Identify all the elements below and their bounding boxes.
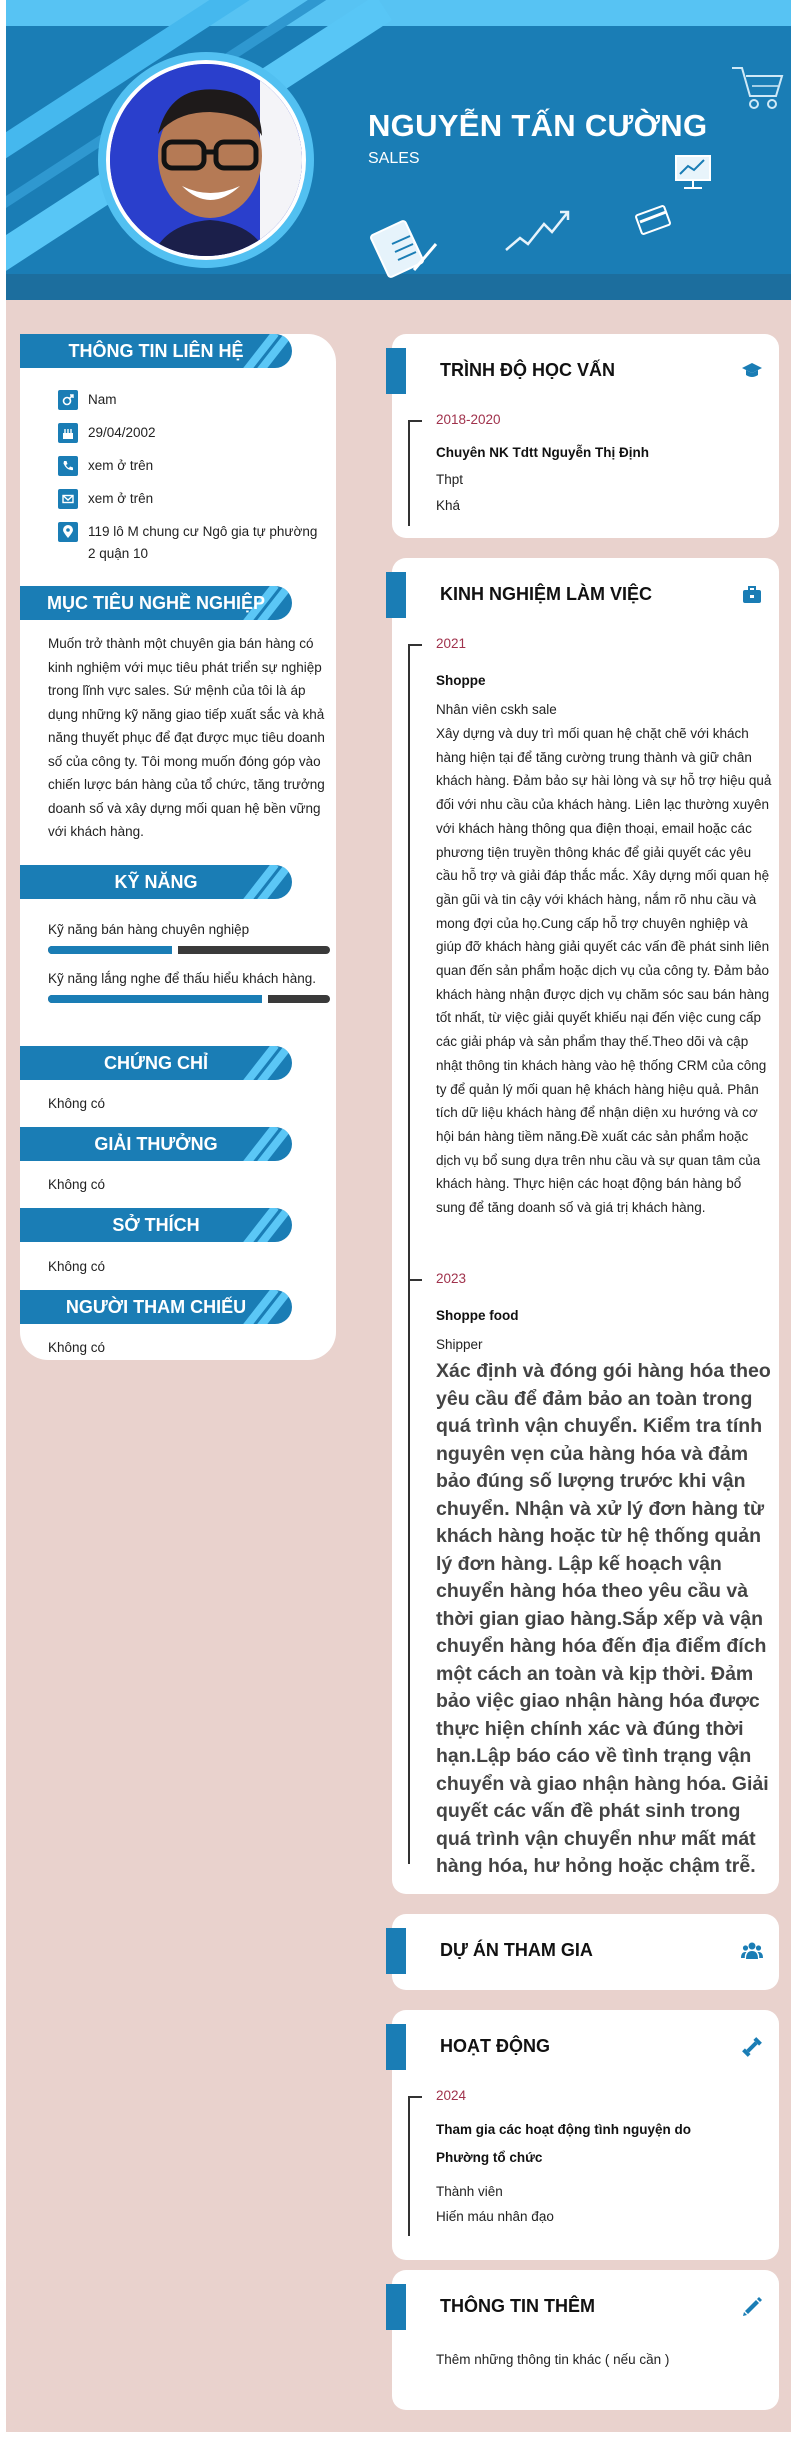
cv-document [6,0,791,2432]
contact-address: 119 lô M chung cư Ngô gia tự phường 2 quận 10 [58,522,328,565]
card-accent [386,2024,406,2070]
skill-bar-fill [48,995,268,1003]
extra-info-card [392,2270,779,2410]
skill-bar [48,995,330,1003]
clipboard-icon [370,214,442,280]
job-company: Shoppe [436,673,486,688]
certificates-section-title: CHỨNG CHỈ [20,1046,292,1080]
graduation-cap-icon [741,360,763,382]
candidate-name: NGUYỄN TẤN CƯỜNG [368,108,708,143]
references-text: Không có [48,1340,106,1355]
monitor-chart-icon [672,152,718,192]
timeline-line [408,644,410,1864]
certificates-text: Không có [48,1096,106,1111]
timeline-line [408,2096,410,2236]
people-icon [741,1940,763,1962]
education-grade: Khá [436,498,461,513]
job-date: 2023 [436,1271,467,1286]
contact-gender: Nam [58,390,117,411]
skill-label: Kỹ năng lắng nghe để thấu hiểu khách hàng. [48,971,316,986]
location-icon [58,522,78,542]
hobbies-text: Không có [48,1259,106,1274]
cake-icon [58,423,78,443]
job-position: Nhân viên cskh sale [436,702,557,717]
activity-role: Thành viên [436,2184,503,2199]
gender-icon [58,390,78,410]
extra-info-text: Thêm những thông tin khác ( nếu cần ) [436,2352,670,2367]
experience-card [392,558,779,1894]
pencil-icon [741,2296,763,2318]
avatar[interactable] [106,60,306,260]
skill-bar [48,946,330,954]
timeline-tick [408,644,422,646]
contact-phone[interactable]: xem ở trên [58,456,153,477]
objective-section-title: MỤC TIÊU NGHỀ NGHIỆP [20,586,292,620]
contact-birthday: 29/04/2002 [58,423,156,444]
cv-header [6,0,791,300]
briefcase-icon [741,584,763,606]
job-company: Shoppe food [436,1308,519,1323]
activity-organization: Tham gia các hoạt động tình nguyện do Phường tổ chức [436,2122,692,2165]
timeline-tick [408,420,422,422]
activity-detail: Hiến máu nhân đạo [436,2209,554,2224]
experience-title: KINH NGHIỆM LÀM VIỆC [440,584,653,604]
activities-card [392,2010,779,2260]
card-accent [386,1928,406,1974]
credit-card-icon [634,204,674,238]
awards-text: Không có [48,1177,106,1192]
avatar-portrait-icon [110,64,306,260]
skill-label: Kỹ năng bán hàng chuyên nghiệp [48,922,250,937]
email-icon [58,489,78,509]
education-card [392,334,779,538]
projects-card [392,1914,779,1990]
activities-title: HOẠT ĐỘNG [440,2036,550,2056]
awards-section-title: GIẢI THƯỞNG [20,1127,292,1161]
growth-chart-icon [504,206,578,256]
extra-info-title: THÔNG TIN THÊM [440,2296,595,2316]
contact-email[interactable]: xem ở trên [58,489,153,510]
objective-text: Muốn trở thành một chuyên gia bán hàng có kinh nghiệm với mục tiêu phát triển sự nghiệp trong lĩnh vực sales. Sứ mệnh của tôi là áp dụng những kỹ năng giao tiếp xuất sắc và khả năng thuyết phục để đạt được mục tiêu doanh số của công ty. Tôi mong muốn đóng góp vào chiến lược bán hàng của tổ chức, tăng trưởng doanh số và xây dựng mối quan hệ bền vững với khách hàng. [48,636,325,839]
header-top-band [6,0,791,26]
skills-section-title: KỸ NĂNG [20,865,292,899]
job-description: Xác định và đóng gói hàng hóa theo yêu cầu để đảm bảo an toàn trong quá trình vận chuyển. Kiểm tra tính nguyên vẹn của hàng hóa và đảm bảo đúng số lượng trước khi vận chuyển. Nhận và xử lý đơn hàng từ khách hàng hoặc từ hệ thống quản lý đơn hàng. Lập kế hoạch vận chuyển hàng hóa theo yêu cầu và thời gian giao hàng.Sắp xếp và vận chuyển hàng hóa đến địa điểm đích một cách an toàn và kịp thời. Đảm bảo việc giao nhận hàng hóa được thực hiện chính xác và đúng thời hạn.Lập báo cáo về tình trạng vận chuyển và giao nhận hàng hóa. Giải quyết các vấn đề phát sinh trong quá trình vận chuyển như mất mát hàng hóa, hư hỏng hoặc chậm trễ. [436,1360,771,1877]
skill-bar-fill [48,946,178,954]
phone-icon [58,456,78,476]
hobbies-section-title: SỞ THÍCH [20,1208,292,1242]
references-section-title: NGƯỜI THAM CHIẾU [20,1290,292,1324]
activity-date: 2024 [436,2088,467,2103]
education-date: 2018-2020 [436,412,501,427]
education-school: Chuyên NK Tdtt Nguyễn Thị Định [436,445,649,460]
timeline-tick [408,1279,422,1281]
card-accent [386,572,406,618]
shopping-cart-icon [730,62,786,112]
left-column [20,334,336,1360]
job-date: 2021 [436,636,467,651]
timeline-line [408,420,410,526]
candidate-role: SALES [368,150,420,167]
card-accent [386,2284,406,2330]
job-position: Shipper [436,1337,483,1352]
education-major: Thpt [436,472,464,487]
card-accent [386,348,406,394]
job-description: Xây dựng và duy trì mối quan hệ chặt chẽ với khách hàng hiện tại để tăng cường trung thành và giữ chân khách hàng. Đảm bảo sự hài lòng và sự hỗ trợ hiệu quả đối với nhu cầu của khách hàng. Liên lạc thường xuyên với khách hàng thông qua điện thoại, email hoặc các phương tiện truyền thông khác để giải quyết các yêu cầu hỗ trợ và giải đáp thắc mắc. Xây dựng mối quan hệ gần gũi và tin cậy với khách hàng, nắm rõ nhu cầu và mong đợi của họ.Cung cấp hỗ trợ chuyên nghiệp và giúp đỡ khách hàng giải quyết các vấn đề phát sinh liên quan đến sản phẩm hoặc dịch vụ của công ty. Đảm bảo khách hàng nhận được dịch vụ chăm sóc sau bán hàng tốt nhất, từ việc giải quyết khiếu nại đến việc cung cấp các giải pháp và sản phẩm thay thế.Theo dõi và cập nhật thông tin khách hàng vào hệ thống CRM của công ty để quản lý mối quan hệ khách hàng hiệu quả. Phân tích dữ liệu khách hàng để nhận diện xu hướng và cơ hội bán hàng tiềm năng.Đề xuất các sản phẩm hoặc dịch vụ bổ sung dựa trên nhu cầu và sự quan tâm của khách hàng. Thực hiện các hoạt động bán hàng bổ sung để tăng doanh số và giá trị khách hàng. [436,726,772,1216]
dumbbell-icon [741,2036,763,2058]
timeline-tick [408,2096,422,2098]
education-title: TRÌNH ĐỘ HỌC VẤN [440,360,615,380]
contact-section-title: THÔNG TIN LIÊN HỆ [20,334,292,368]
projects-title: DỰ ÁN THAM GIA [440,1940,593,1960]
